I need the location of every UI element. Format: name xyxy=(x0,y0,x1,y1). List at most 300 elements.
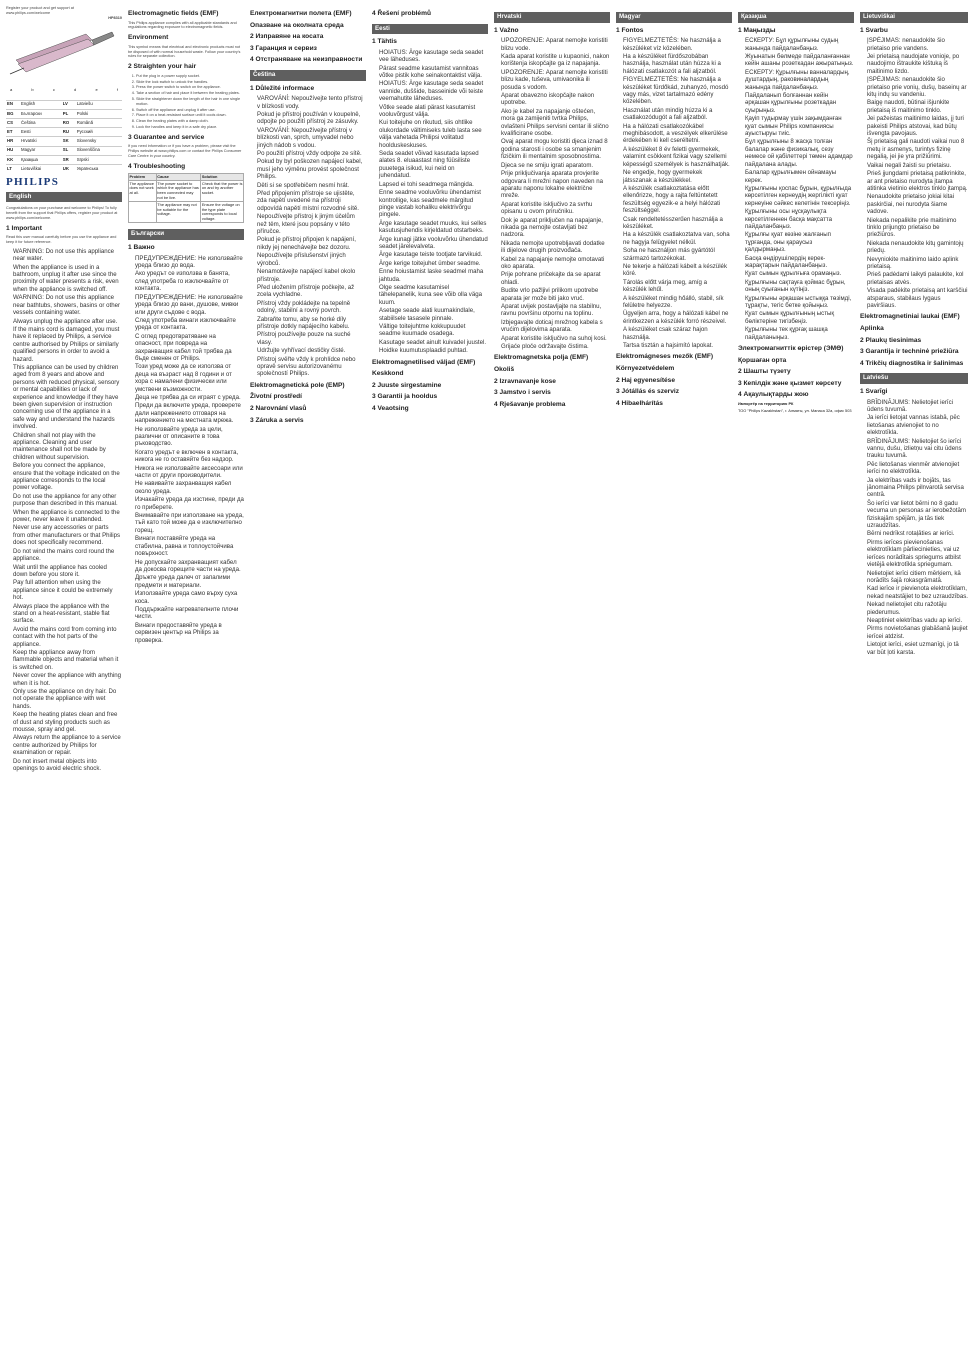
warning-item: • Djeca se ne smiju igrati aparatom. xyxy=(501,162,610,169)
table-header: Cause xyxy=(156,174,201,181)
warning-item: • Šo ierīci var lietot bērni no 8 gadu vecuma un personas ar ierobežotām fiziskajām spējām, ja tās tiek uzraudzītas. xyxy=(867,500,968,530)
warning-list xyxy=(494,37,610,350)
step-item: 5. Slide the straightener down the length of the hair in one single motion. xyxy=(136,97,244,107)
table-row xyxy=(129,202,244,223)
warning-item: • Ärge kunagi jätke vooluvõrku ühendatud seadet järelevalveta. xyxy=(379,236,488,251)
warning-item: • Niekada nepalikite prie maitinimo tinklo prijungto prietaiso be priežiūros. xyxy=(867,217,968,239)
warning-item: • Do not use the appliance for any other purpose than described in this manual. xyxy=(13,493,122,508)
step-item: 7. Place it on a heat-resistant surface until it cools down. xyxy=(136,113,244,118)
warning-item: • Винаги предоставяйте уреда в сервизен център на Philips за проверка. xyxy=(135,622,244,644)
warning-item: • Ne engedje, hogy gyermekek játsszanak a készülékkel. xyxy=(623,169,732,184)
section-header-lithuanian: Lietuviškai xyxy=(860,12,968,23)
warning-item: • Hoidke kuumutusplaadid puhtad. xyxy=(379,347,488,354)
language-name: Polski xyxy=(76,109,122,118)
warning-item: • Always unplug the appliance after use. xyxy=(13,318,122,325)
section-title: Environment xyxy=(128,34,169,42)
warning-item: • Használat után mindig húzza ki a csatlakozódugót a fali aljzatból. xyxy=(623,107,732,122)
warning-item: • Pirms ierīces pievienošanas elektrotīklam pārliecinieties, vai uz ierīces norādītais spriegums atbilst vietējā elektrotīkla spriegumam. xyxy=(867,539,968,569)
warning-item: • Baigę naudoti, būtinai išjunkite prietaisą iš maitinimo tinklo. xyxy=(867,99,968,114)
warning-item: • Lietojot ierīci, esiet uzmanīgi, jo tā var būt ļoti karsta. xyxy=(867,641,968,656)
warning-item: • Před připojením přístroje se ujistěte, zda napětí uvedené na přístroji odpovídá napětí místní rozvodné sítě. xyxy=(257,190,366,212)
section-title: Опазване на околната среда xyxy=(250,21,344,29)
section-title: 1 Důležité informace xyxy=(250,84,315,92)
warning-item: • Құрылғыны тек құрғақ шашқа пайдаланыңыз. xyxy=(745,326,854,341)
step-item: 4. Take a section of hair and place it between the heating plates. xyxy=(136,91,244,96)
warning-item: • Never cover the appliance with anything when it is hot. xyxy=(13,672,122,687)
warning-item: • Басқа өндірушілердің керек-жарақтарын пайдаланбаңыз. xyxy=(745,255,854,270)
language-code: SL xyxy=(62,146,76,155)
section-header-hungarian: Magyar xyxy=(616,12,732,23)
warning-item: • Когато уредът е включен в контакта, никога не го оставяйте без надзор. xyxy=(135,449,244,464)
warning-item: • BRĪDINĀJUMS: Nelietojiet ierīci ūdens tuvumā. xyxy=(867,399,968,414)
language-name: Slovenščina xyxy=(76,146,122,155)
warning-item: • Aparat koristite isključivo za svrhu opisanu u ovom priručniku. xyxy=(501,201,610,216)
warning-item: • Pokud je přístroj používán v koupelně, odpojte po použití přístroj ze zásuvky. xyxy=(257,111,366,126)
warning-item: • Do not wind the mains cord round the appliance. xyxy=(13,548,122,563)
warning-item: • Soha ne használjon más gyártótól származó tartozékokat. xyxy=(623,247,732,262)
section-title: 1 Important xyxy=(6,224,42,232)
language-code: BG xyxy=(6,109,20,118)
language-code: CS xyxy=(6,118,20,127)
register-url: www.philips.com/welcome xyxy=(6,10,51,15)
section-header-english: English xyxy=(6,192,122,203)
warning-item: • Udržujte vyhřívací destičky čisté. xyxy=(257,347,366,354)
warning-item: • Přístroj svěřte vždy k prohlídce nebo opravě servisu autorizovanému společností Philips. xyxy=(257,356,366,378)
section-header-czech: Čeština xyxy=(250,70,366,81)
warning-item: • Nepoužívejte přístroj k jiným účelům než těm, které jsou popsány v této příručce. xyxy=(257,213,366,235)
warning-item: • Enne seadme vooluvõrku ühendamist kontrollige, kas seadmele märgitud pinge vastab kohaliku elektrivõrgu pingele. xyxy=(379,189,488,219)
table-cell xyxy=(129,202,157,223)
language-name: Русский xyxy=(76,128,122,137)
warning-item: • Ärge kasutage seadet muuks, kui selles kasutusjuhendis kirjeldatud otstarbeks. xyxy=(379,220,488,235)
warning-item: • Kui toitejuhe on rikutud, siis ohtlike olukordade vältimiseks tuleb lasta see välja vahetada Philipsi volitatud hoolduskeskuses. xyxy=(379,119,488,149)
section-title: 1 Маңызды xyxy=(738,26,776,34)
warning-item: • UPOZORENJE: Aparat nemojte koristiti blizu kade, tuševa, umivaonika ili posuda s vodom. xyxy=(501,69,610,91)
section-header-estonian: Eesti xyxy=(372,24,488,35)
warning-item: • HOIATUS: Ärge kasutage seda seadet vee läheduses. xyxy=(379,49,488,64)
paragraph: This symbol means that electrical and electronic products must not be disposed of with normal household waste. Follow your country's rules for separate collection. xyxy=(128,44,241,59)
section-title: 4 Отстраняване на неизправности xyxy=(250,56,363,64)
step-item: 9. Lock the handles and keep it in a safe dry place. xyxy=(136,125,244,130)
warning-item: • Поддържайте нагревателните плочи чисти. xyxy=(135,606,244,621)
column-english xyxy=(6,6,122,1358)
section-title: 1 Svarbu xyxy=(860,26,888,34)
warning-item: • Nevyniokite maitinimo laido aplink prietaisą. xyxy=(867,256,968,271)
warning-item: • Enne hoiustamist laske seadmel maha jahtuda. xyxy=(379,268,488,283)
part-label: b xyxy=(31,86,34,92)
warning-item: • Ha a hálózati csatlakozókábel meghibásodott, a veszélyek elkerülése érdekében ki kell cseréltetni. xyxy=(623,123,732,145)
language-code: LV xyxy=(62,100,76,109)
section-header-latvian: Latviešu xyxy=(860,373,968,384)
warning-item: • Prije priključivanja aparata provjerite odgovara li mrežni napon naveden na aparatu naponu lokalne električne mreže. xyxy=(501,170,610,200)
warning-item: • Nenamotávejte napájecí kabel okolo přístroje. xyxy=(257,268,366,283)
section-title: 4 Hibaelhárítás xyxy=(616,399,663,407)
section-title: 2 Plaukų tiesinimas xyxy=(860,336,922,344)
intro-text: Congratulations on your purchase and welcome to Philips! To fully benefit from the support that Philips offers, register your product at www.philips.com/welcome. xyxy=(6,206,118,220)
warning-item: • Csak rendeltetésszerűen használja a készüléket. xyxy=(623,216,732,231)
table-header: Problem xyxy=(129,174,157,181)
warning-item: • Always return the appliance to a service centre authorized by Philips for examination or repair. xyxy=(13,734,122,756)
paragraph: If you need information or if you have a problem, please visit the Philips website at www.philips.com or contact the Philips Consumer Care Centre in your country. xyxy=(128,144,242,158)
warning-item: • Използвайте уреда само върху суха коса. xyxy=(135,590,244,605)
warning-item: • Ako je kabel za napajanje oštećen, mora ga zamijeniti tvrtka Philips, ovlašteni Philips servisni centar ili slično kvalificirane osobe. xyxy=(501,108,610,138)
part-label: e xyxy=(95,86,98,92)
warning-item: • Tartsa tisztán a hajsimító lapokat. xyxy=(623,342,732,349)
warning-item: • Не навивайте захранващия кабел около уреда. xyxy=(135,480,244,495)
warning-item: • Ja ierīci lietojat vannas istabā, pēc lietošanas atvienojiet to no elektrotīkla. xyxy=(867,414,968,436)
warning-item: • BRĪDINĀJUMS: Nelietojiet šo ierīci vannu, dušu, izlietņu vai citu ūdens trauku tuvumā. xyxy=(867,438,968,460)
hair-straightener-illustration xyxy=(6,20,118,90)
section-title: 2 Haj egyenesítése xyxy=(616,376,676,384)
section-title: 3 Garantii ja hooldus xyxy=(372,393,438,401)
warning-list xyxy=(860,399,968,656)
warning-item: • Қуат сымын құрылғының ыстық бөліктеріне тигізбеңіз. xyxy=(745,310,854,325)
language-name: Čeština xyxy=(20,118,62,127)
section-title: 1 Важно xyxy=(128,244,155,252)
warning-item: • Po použití přístroj vždy odpojte ze sítě. xyxy=(257,150,366,157)
warning-item: • VAROVÁNÍ: Nepoužívejte tento přístroj v blízkosti vody. xyxy=(257,95,366,110)
warning-item: • Děti si se spotřebičem nesmí hrát. xyxy=(257,182,366,189)
warning-item: • Niekada nenaudokite kitų gamintojų priedų. xyxy=(867,240,968,255)
section-title: Elektromagnetiniai laukai (EMF) xyxy=(860,313,960,321)
section-title: Životní prostředí xyxy=(250,393,303,401)
warning-item: • Внимавайте при използване на уреда, тъй като той може да е изключително горещ. xyxy=(135,512,244,534)
section-header-croatian: Hrvatski xyxy=(494,12,610,23)
column-hungarian xyxy=(616,6,732,1358)
section-title: Elektromágneses mezők (EMF) xyxy=(616,353,714,361)
warning-item: • Šį prietaisą gali naudoti vaikai nuo 8 metų ir asmenys, turintys fizinę negalią, jei jie yra prižiūrimi. xyxy=(867,138,968,160)
warning-item: • FIGYELMEZTETÉS: Ne használja a készüléket víz közelében. xyxy=(623,37,732,52)
warning-item: • Wait until the appliance has cooled down before you store it. xyxy=(13,564,122,579)
table-cell: The power socket to which the appliance has been connected may not be live. xyxy=(157,180,199,200)
warning-item: • Grijaće ploče održavajte čistima. xyxy=(501,343,610,350)
step-item: 3. Press the power switch to switch on the appliance. xyxy=(136,85,244,90)
warning-list xyxy=(860,37,968,309)
philips-logo: PHILIPS xyxy=(6,176,60,189)
warning-item: • Nepoužívejte příslušenství jiných výrobců. xyxy=(257,252,366,267)
warning-item: • FIGYELMEZTETÉS: Ne használja a készüléket fürdőkád, zuhanyzó, mosdó vagy más, vizet tartalmazó edény közelében. xyxy=(623,76,732,106)
section-title: 3 Záruka a servis xyxy=(250,416,304,424)
language-name: Lietuviškai xyxy=(20,164,62,173)
warning-item: • When the appliance is used in a bathroom, unplug it after use since the proximity of water presents a risk, even when the appliance is switched off. xyxy=(13,264,122,294)
language-code: LT xyxy=(6,164,20,173)
warning-item: • Nenaudokite prietaiso jokiai kitai paskirčiai, nei nurodyta šiame vadove. xyxy=(867,193,968,215)
section-title: 3 Кепілдік және қызмет көрсету xyxy=(738,379,842,387)
part-label: d xyxy=(74,86,77,92)
warning-item: • Přístroj používejte pouze na suché vlasy. xyxy=(257,331,366,346)
warning-item: • Lapsed ei tohi seadmega mängida. xyxy=(379,181,488,188)
section-title: Környezetvédelem xyxy=(616,365,675,373)
warning-item: • When the appliance is connected to the power, never leave it unattended. xyxy=(13,509,122,524)
section-title: Keskkond xyxy=(372,370,404,378)
warning-item: • Pay full attention when using the appliance since it could be extremely hot. xyxy=(13,579,122,601)
warning-item: • Бұл құрылғыны 8 жасқа толған балалар және физикалық, сезу немесе ой қабілеттері төмен адамдар пайдалана алады. xyxy=(745,138,854,168)
warning-item: • Seda seadet võivad kasutada lapsed alates 8. eluaastast ning füüsiliste puuetega isikud, kui neid on juhendatud. xyxy=(379,150,488,180)
warning-item: • Dok je aparat priključen na napajanje, nikada ga nemojte ostavljati bez nadzora. xyxy=(501,217,610,239)
column-kazakh xyxy=(738,6,854,1358)
warning-item: • A készüléket 8 év feletti gyermekek, valamint csökkent fizikai vagy szellemi képességű személyek is használhatják. xyxy=(623,146,732,168)
language-code: RO xyxy=(62,118,76,127)
troubleshooting-table xyxy=(128,173,244,223)
warning-item: • Құрылғыны сақтауға қоймас бұрын, оның суығанын күтіңіз. xyxy=(745,279,854,294)
warning-item: • Қуат сымын құрылғыға орамаңыз. xyxy=(745,270,854,277)
warning-item: • Keep the appliance away from flammable objects and material when it is switched on. xyxy=(13,649,122,671)
language-name: Srpski xyxy=(76,155,122,164)
section-title: 2 Juuste sirgestamine xyxy=(372,381,442,389)
warning-item: • Prieš padėdami laikyti palaukite, kol prietaisas atvės. xyxy=(867,271,968,286)
warning-item: • A készülék csatlakoztatása előtt ellenőrizze, hogy a rajta feltüntetett feszültség egyezik-e a helyi hálózati feszültséggel. xyxy=(623,185,732,215)
language-code: SR xyxy=(62,155,76,164)
warning-item: • UPOZORENJE: Aparat nemojte koristiti blizu vode. xyxy=(501,37,610,52)
warning-list xyxy=(738,37,854,341)
column-czech xyxy=(250,6,366,1358)
language-code: HU xyxy=(6,146,20,155)
warning-item: • Ovaj aparat mogu koristiti djeca iznad 8 godina starosti i osobe sa smanjenim fizičkim ili mentalnim sposobnostima. xyxy=(501,138,610,160)
section-title: 1 Svarīgi xyxy=(860,387,888,395)
warning-item: • Budite vrlo pažljivi prilikom upotrebe aparata jer može biti jako vruć. xyxy=(501,287,610,302)
section-title: 2 Шашты түзету xyxy=(738,368,791,376)
part-label: a xyxy=(10,86,13,92)
table-header: Solution xyxy=(201,174,244,181)
warning-item: • Қауіп тудырмау үшін зақымданған қуат сымын Philips компаниясы ауыстыруы тиіс. xyxy=(745,115,854,137)
warning-item: • Kada aparat koristite u kupaonici, nakon korištenja iskopčajte ga iz napajanja. xyxy=(501,53,610,68)
section-title: 1 Važno xyxy=(494,26,519,34)
warning-list xyxy=(6,248,122,773)
warning-item: • Ако уредът се използва в банята, след употреба го изключвайте от контакта. xyxy=(135,270,244,292)
part-label: c xyxy=(52,86,55,92)
warning-item: • Aparat obavezno iskopčajte nakon upotrebe. xyxy=(501,92,610,107)
section-title: Okoliš xyxy=(494,366,515,374)
warning-item: • HOIATUS: Ärge kasutage seda seadet vannide, duššide, basseinide või teiste veemahutite läheduses. xyxy=(379,80,488,102)
warning-item: • Преди да включите уреда, проверете дали напрежението отговаря на напрежението на местната мрежа. xyxy=(135,402,244,424)
language-code: UK xyxy=(62,164,76,173)
warning-item: • Дръжте уреда далеч от запалими предмети и материали. xyxy=(135,574,244,589)
section-title: Electromagnetic fields (EMF) xyxy=(128,10,219,17)
warning-item: • Children shall not play with the appliance. Cleaning and user maintenance shall not be made by children without supervision. xyxy=(13,432,122,462)
section-title: Elektromagnetilised väljad (EMF) xyxy=(372,358,476,366)
warning-item: • Bērni nedrīkst rotaļāties ar ierīci. xyxy=(867,530,968,537)
warning-item: • Ärge kasutage teiste tootjate tarvikuid. xyxy=(379,251,488,258)
warning-item: • Деца не трябва да си играят с уреда. xyxy=(135,394,244,401)
warning-item: • Балалар құрылғымен ойнамауы керек. xyxy=(745,169,854,184)
warning-item: • ЕСКЕРТУ: Бұл құрылғыны судың жанында пайдаланбаңыз. xyxy=(745,37,854,52)
section-title: 2 Izravnavanje kose xyxy=(494,377,556,385)
steps-list xyxy=(128,74,244,130)
warning-item: • Ja elektrības vads ir bojāts, tas jānomaina Philips pilnvarotā servisa centrā. xyxy=(867,477,968,499)
warning-item: • Přístroj vždy pokládejte na tepelně odolný, stabilní a rovný povrch. xyxy=(257,300,366,315)
warning-item: • Always place the appliance with the stand on a heat-resistant, stable flat surface. xyxy=(13,603,122,625)
warning-item: • Only use the appliance on dry hair. Do not operate the appliance with wet hands. xyxy=(13,688,122,710)
warning-item: • Neaptiniet elektrības vadu ap ierīci. xyxy=(867,617,968,624)
section-title: 1 Tähtis xyxy=(372,38,397,46)
warning-item: • Vältige toitejuhtme kokkupuudet seadme kuumade osadega. xyxy=(379,323,488,338)
warning-item: • Visada padėkite prietaisą ant karščiui atsparaus, stabilaus lygaus paviršiaus. xyxy=(867,287,968,309)
column-lithuanian-latvian xyxy=(860,6,968,1358)
section-title: 3 Guarantee and service xyxy=(128,133,205,141)
language-code: SK xyxy=(62,137,76,146)
warning-item: • Пайдаланып болғаннан кейін әрқашан құрылғыны розеткадан суырыңыз. xyxy=(745,92,854,114)
warning-item: • Жуынатын бөлмеде пайдаланғаннан кейін ашаны розеткадан ажыратыңыз. xyxy=(745,53,854,68)
step-item: 1. Put the plug in a power supply socket. xyxy=(136,74,244,79)
register-line: Register your product and get support at xyxy=(6,6,74,10)
warning-list xyxy=(616,37,732,349)
step-item: 6. Switch off the appliance and unplug it after use. xyxy=(136,108,244,113)
language-name: Slovensky xyxy=(76,137,122,146)
warning-item: • Ne tekerje a hálózati kábelt a készülék köré. xyxy=(623,263,732,278)
step-item: 2. Slide the lock switch to unlock the handles. xyxy=(136,80,244,85)
language-name: Română xyxy=(76,118,122,127)
warning-item: • A készüléket csak száraz hajon használja. xyxy=(623,326,732,341)
section-title: 4 Veaotsing xyxy=(372,405,409,412)
language-list xyxy=(6,100,122,174)
language-code: PL xyxy=(62,109,76,118)
language-name: Eesti xyxy=(20,128,62,137)
part-label: f xyxy=(116,86,118,92)
model-number: HP8310 xyxy=(108,15,122,20)
language-name: Български xyxy=(20,109,62,118)
warning-list xyxy=(372,49,488,355)
warning-item: • Keep the heating plates clean and free of dust and styling products such as mousse, spray and gel. xyxy=(13,711,122,733)
warning-item: • Ha a készüléket fürdőszobában használja, használat után húzza ki a hálózati csatlakozót a fali aljzatból. xyxy=(623,53,732,75)
warning-item: • ЕСКЕРТУ: Құрылғыны ванналардың, душтардың, раковиналардың жанында пайдаланбаңыз. xyxy=(745,69,854,91)
warning-item: • Tárolás előtt várja meg, amíg a készülék lehűl. xyxy=(623,279,732,294)
warning-item: • Құрылғыны әрқашан ыстыққа төзімді, тұрақты, тегіс бетке қойыңыз. xyxy=(745,295,854,310)
warning-item: • WARNING: Do not use this appliance near bathtubs, showers, basins or other vessels containing water. xyxy=(13,294,122,316)
warning-item: • Před uložením přístroje počkejte, až zcela vychladne. xyxy=(257,284,366,299)
table-cell: Check that the power is on and try another socket. xyxy=(201,181,244,202)
section-title: 2 Straighten your hair xyxy=(128,63,197,71)
section-title: Aplinka xyxy=(860,325,884,332)
section-title: 4 Řešení problémů xyxy=(372,10,431,17)
warning-item: • ПРЕДУПРЕЖДЕНИЕ: Не използвайте уреда близо до вода. xyxy=(135,255,244,270)
section-title: 3 Garantija ir techninė priežiūra xyxy=(860,348,959,356)
warning-item: • Jei pažeistas maitinimo laidas, jį turi pakeisti Philips atstovai, kad būtų išvengta pavojaus. xyxy=(867,115,968,137)
section-title: 3 Гаранция и сервиз xyxy=(250,44,317,52)
language-code: ET xyxy=(6,128,20,137)
language-name: Қазақша xyxy=(20,155,62,164)
column-estonian xyxy=(372,6,488,1358)
section-title: Електромагнитни полета (EMF) xyxy=(250,10,352,17)
warning-item: • След употреба винаги изключвайте уреда от контакта. xyxy=(135,317,244,332)
warning-item: • Nikada nemojte upotrebljavati dodatke ili dijelove drugih proizvođača. xyxy=(501,240,610,255)
language-code: RU xyxy=(62,128,76,137)
section-title: 2 Narovnání vlasů xyxy=(250,404,307,412)
importer-address: ТОО "Philips Kazakhstan", г. Алматы, ул. Манаса 32а, офис 503 xyxy=(738,407,852,413)
warning-list xyxy=(250,95,366,378)
warning-item: • Prije pohrane pričekajte da se aparat ohladi. xyxy=(501,271,610,286)
warning-item: • Pēc lietošanas vienmēr atvienojiet ierīci no elektrotīkla. xyxy=(867,461,968,476)
section-title: 1 Fontos xyxy=(616,26,644,34)
language-name: Latviešu xyxy=(76,100,122,109)
warning-item: • Aparat koristite isključivo na suhoj kosi. xyxy=(501,335,610,342)
section-title: 3 Jamstvo i servis xyxy=(494,389,551,397)
warning-item: • Изчакайте уреда да изстине, преди да го приберете. xyxy=(135,496,244,511)
importer-title: Импортёр на территорию РК xyxy=(738,401,794,406)
language-code: EN xyxy=(6,100,20,109)
warning-item: • Kabel za napajanje nemojte omotavati oko aparata. xyxy=(501,256,610,271)
section-title: Elektromagnetická pole (EMP) xyxy=(250,381,345,389)
warning-item: • Ärge kerige toitejuhet ümber seadme. xyxy=(379,260,488,267)
warning-item: • WARNING: Do not use this appliance near water. xyxy=(13,248,122,263)
warning-item: • This appliance can be used by children aged from 8 years and above and persons with reduced physical, sensory or mental capabilities or lack of experience and knowledge if they have been given supervision or instruction concerning use of the appliance in a safe way and understand the hazards involved. xyxy=(13,364,122,431)
section-title: 3 Jótállás és szerviz xyxy=(616,388,680,396)
warning-item: • Pokud je přístroj připojen k napájení, nikdy jej nenechávejte bez dozoru. xyxy=(257,236,366,251)
table-cell: The appliance may not be suitable for the voltage. xyxy=(156,202,201,223)
warning-item: • Не използвайте уреда за цели, различни от описаните в това ръководство. xyxy=(135,426,244,448)
warning-item: • Ügyeljen arra, hogy a hálózati kábel ne érintkezzen a készülék forró részeivel. xyxy=(623,310,732,325)
section-header-kazakh: Қазақша xyxy=(738,12,854,23)
section-title: Қоршаған орта xyxy=(738,356,787,364)
warning-item: • ĮSPĖJIMAS: nenaudokite šio prietaiso prie vonių, dušų, baseinų ar kitų indų su vandeniu. xyxy=(867,76,968,98)
table-cell: The appliance does not work at all. xyxy=(129,181,157,202)
language-code: KK xyxy=(6,155,20,164)
warning-item: • Құрылғыны қоспас бұрын, құрылғыда көрсетілген кернеудің жергілікті қуат кернеуіне сәйкес келетінін тексеріңіз. xyxy=(745,185,854,207)
warning-item: • Pirms novietošanas glabāšanā ļaujiet ierīcei atdzist. xyxy=(867,625,968,640)
warning-item: • Asetage seade alati kuumakindlale, stabiilsele tasasele pinnale. xyxy=(379,307,488,322)
warning-item: • Võtke seade alati pärast kasutamist vooluvõrgust välja. xyxy=(379,104,488,119)
warning-item: • Prieš įjungdami prietaisą patikrinkite, ar ant prietaiso nurodyta įtampa atitinka vietinio elektros tinklo įtampą. xyxy=(867,170,968,192)
step-item: 8. Clean the heating plates with a damp cloth. xyxy=(136,119,244,124)
warning-item: • A készüléket mindig hőálló, stabil, sík felületre helyezze. xyxy=(623,295,732,310)
section-title: 4 Rješavanje problema xyxy=(494,400,566,408)
warning-list xyxy=(128,255,244,644)
warning-item: • Nekad nelietojiet citu ražotāju piederumus. xyxy=(867,601,968,616)
warning-item: • ĮSPĖJIMAS: nenaudokite šio prietaiso prie vandens. xyxy=(867,37,968,52)
section-title: 4 Troubleshooting xyxy=(128,162,186,170)
section-title: Электромагниттік өрістер (ЭМӨ) xyxy=(738,345,844,353)
warning-item: • Kad ierīce ir pievienota elektrotīklam, nekad neatstājiet to bez uzraudzības. xyxy=(867,585,968,600)
warning-item: • Құрылғы қуат көзіне жалғанып тұрғанда, оны қараусыз қалдырмаңыз. xyxy=(745,231,854,253)
column-english-2 xyxy=(128,6,244,1358)
table-cell: Ensure the voltage on the type plate corresponds to local voltage. xyxy=(201,202,244,223)
section-title: 4 Trikčių diagnostika ir šalinimas xyxy=(860,359,964,367)
section-title: Elektromagnetska polja (EMF) xyxy=(494,354,589,362)
language-name: Українська xyxy=(76,164,122,173)
warning-item: • Pärast seadme kasutamist vannitoas võtke pistik kohe seinakontaktist välja. xyxy=(379,65,488,80)
table-row xyxy=(129,181,244,202)
language-name: Hrvatski xyxy=(20,137,62,146)
warning-item: • Не допускайте захранващият кабел да докосва горещите части на уреда. xyxy=(135,559,244,574)
warning-item: • Nelietojiet ierīci citiem mērķiem, kā norādīts šajā rokasgrāmatā. xyxy=(867,570,968,585)
warning-item: • Този уред може да се използва от деца на възраст над 8 години и от хора с намалени физически или умствени възможности. xyxy=(135,363,244,393)
warning-item: • Before you connect the appliance, ensure that the voltage indicated on the appliance corresponds to the local power voltage. xyxy=(13,462,122,492)
warning-item: • Olge seadme kasutamisel tähelepanelik, kuna see võib olla väga kuum. xyxy=(379,284,488,306)
warning-item: • Never use any accessories or parts from other manufacturers or that Philips does not specifically recommend. xyxy=(13,524,122,546)
warning-item: • VAROVÁNÍ: Nepoužívejte přístroj v blízkosti van, sprch, umyvadel nebo jiných nádob s vodou. xyxy=(257,127,366,149)
warning-item: • Құрылғыны осы нұсқаулықта көрсетілгеннен басқа мақсатта пайдаланбаңыз. xyxy=(745,208,854,230)
language-code: HR xyxy=(6,137,20,146)
warning-item: • If the mains cord is damaged, you must have it replaced by Philips, a service centre authorised by Philips or similarly qualified persons in order to avoid a hazard. xyxy=(13,326,122,363)
warning-item: • Винаги поставяйте уреда на стабилна, равна и топлоустойчива повърхност. xyxy=(135,535,244,557)
warning-item: • Jei prietaisą naudojate vonioje, po naudojimo ištraukite kištuką iš maitinimo lizdo. xyxy=(867,53,968,75)
warning-item: • Aparat uvijek postavljajte na stabilnu, ravnu površinu otpornu na toplinu. xyxy=(501,303,610,318)
warning-item: • Pokud by byl poškozen napájecí kabel, musí jeho výměnu provést společnost Philips. xyxy=(257,158,366,180)
warning-item: • Do not insert metal objects into openings to avoid electric shock. xyxy=(13,758,122,773)
paragraph: This Philips appliance complies with all applicable standards and regulations regarding exposure to electromagnetic fields. xyxy=(128,20,237,30)
warning-item: • С оглед предотвратяване на опасност, при повреда на захранващия кабел той трябва да бъде сменен от Philips. xyxy=(135,333,244,363)
warning-item: • Vaikai negali žaisti su prietaisu. xyxy=(867,162,968,169)
section-title: 2 Изправяне на косата xyxy=(250,33,324,41)
warning-item: • Izbjegavajte doticaj mrežnog kabela s vrućim dijelovima aparata. xyxy=(501,319,610,334)
warning-item: • Ha a készülék csatlakoztatva van, soha ne hagyja felügyelet nélkül. xyxy=(623,231,732,246)
warning-item: • Kasutage seadet ainult kuivadel juustel. xyxy=(379,339,488,346)
paragraph: Read this user manual carefully before you use the appliance and keep it for future reference. xyxy=(6,235,117,245)
language-name: Magyar xyxy=(20,146,62,155)
section-title: 4 Ақаулықтарды жою xyxy=(738,391,809,399)
warning-item: • Avoid the mains cord from coming into contact with the hot parts of the appliance. xyxy=(13,626,122,648)
warning-item: • Никога не използвайте аксесоари или части от други производители. xyxy=(135,465,244,480)
language-name: English xyxy=(20,100,62,109)
